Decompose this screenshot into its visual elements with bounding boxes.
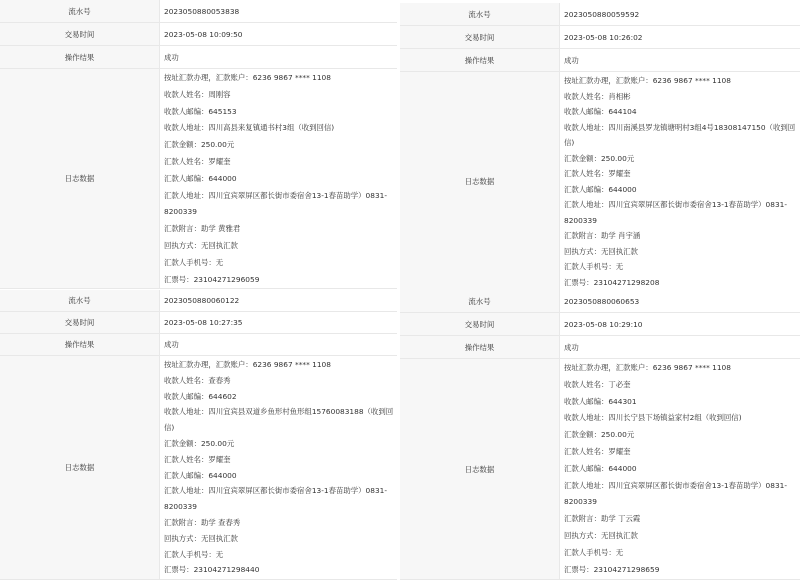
log-line: 汇票号：23104271298440 — [164, 565, 260, 575]
log-line: 汇款附言：助学 查春秀 — [164, 517, 241, 527]
log-line: 按址汇款办理，汇款账户：6236 9867 **** 1108 — [564, 363, 731, 372]
label-log: 日志数据 — [400, 359, 560, 579]
log-line: 收款人地址：四川长宁县下场镇益家村2组（收到回信) — [564, 413, 742, 423]
label-serial: 流水号 — [400, 3, 560, 25]
label-time: 交易时间 — [400, 313, 560, 335]
log-line: 汇款金额：250.00元 — [564, 430, 635, 440]
log-line: 收款人姓名：丁必奎 — [564, 379, 631, 389]
label-result: 操作结果 — [0, 46, 160, 68]
value-time: 2023-05-08 10:26:02 — [564, 32, 643, 42]
log-line: 按址汇款办理，汇款账户：6236 9867 **** 1108 — [564, 76, 731, 85]
value-serial: 2023050880053838 — [164, 6, 240, 16]
row-serial — [0, 0, 397, 23]
value-result: 成功 — [164, 52, 179, 62]
row-time — [0, 23, 397, 46]
log-line: 收款人邮编：644602 — [164, 391, 237, 401]
value-result: 成功 — [164, 340, 179, 349]
value-log — [160, 356, 397, 579]
row-log — [0, 356, 397, 580]
log-line: 回执方式：无回执汇款 — [164, 533, 238, 543]
log-line: 汇款人地址：四川宜宾翠屏区都长街市委宿舍13-1春苗助学）0831- — [564, 200, 788, 209]
log-line: 按址汇款办理，汇款账户：6236 9867 **** 1108 — [164, 73, 331, 82]
label-result: 操作结果 — [400, 336, 560, 358]
row-time — [400, 313, 800, 336]
log-line: 收款人姓名：查春秀 — [164, 375, 231, 385]
label-time: 交易时间 — [0, 23, 160, 45]
log-line: 回执方式：无回执汇款 — [564, 530, 638, 540]
log-line: 8200339 — [564, 215, 597, 225]
log-line: 按址汇款办理，汇款账户：6236 9867 **** 1108 — [164, 360, 331, 369]
value-log — [560, 359, 800, 579]
log-line: 收款人姓名：周刚容 — [164, 89, 231, 99]
log-line: 汇款人手机号：无 — [164, 257, 224, 267]
log-line: 汇款人地址：四川宜宾翠屏区都长街市委宿舍13-1春苗助学）0831- — [164, 190, 388, 200]
log-line: 回执方式：无回执汇款 — [164, 240, 238, 250]
log-line: 汇票号：23104271298208 — [564, 277, 660, 287]
value-log — [160, 69, 397, 288]
log-line: 汇款金额：250.00元 — [164, 438, 235, 448]
row-result — [400, 336, 800, 359]
log-line: 收款人邮编：644301 — [564, 396, 637, 406]
row-time — [0, 312, 397, 334]
value-result: 成功 — [564, 55, 579, 65]
log-line: 汇款人邮编：644000 — [564, 184, 637, 194]
log-line: 收款人地址：四川南溪县罗龙镇塘明村3组4号18308147150（收到回 — [564, 122, 796, 132]
value-time: 2023-05-08 10:29:10 — [564, 319, 643, 329]
label-serial: 流水号 — [0, 290, 160, 311]
log-line: 汇款金额：250.00元 — [564, 153, 635, 163]
log-line: 汇款人邮编：644000 — [164, 470, 237, 480]
log-line: 汇款人手机号：无 — [164, 549, 224, 559]
log-line: 汇款金额：250.00元 — [164, 140, 235, 150]
label-log: 日志数据 — [0, 356, 160, 579]
log-line: 汇款人姓名：罗耀奎 — [164, 454, 231, 464]
log-line: 收款人地址：四川高县来复镇通书村3组（收到回信) — [164, 123, 335, 133]
log-line: 8200339 — [564, 497, 597, 507]
row-result — [400, 49, 800, 72]
label-time: 交易时间 — [0, 312, 160, 333]
log-line: 汇款人地址：四川宜宾翠屏区都长街市委宿舍13-1春苗助学）0831- — [164, 486, 388, 496]
label-serial: 流水号 — [0, 0, 160, 22]
log-line: 收款人地址：四川宜宾县双道乡鱼形村鱼形组15760083188（收到回 — [164, 407, 394, 417]
log-line: 汇款人邮编：644000 — [564, 463, 637, 473]
value-result: 成功 — [564, 342, 579, 352]
value-serial: 2023050880059592 — [564, 9, 640, 19]
log-line: 8200339 — [164, 502, 197, 512]
log-line: 汇款人地址：四川宜宾翠屏区都长街市委宿舍13-1春苗助学）0831- — [564, 480, 788, 490]
label-log: 日志数据 — [400, 72, 560, 290]
value-serial: 2023050880060653 — [564, 296, 640, 306]
row-result — [0, 334, 397, 356]
log-line: 汇款人手机号：无 — [564, 547, 624, 557]
record-card-1 — [0, 0, 397, 289]
label-result: 操作结果 — [0, 334, 160, 355]
log-line: 汇票号：23104271298659 — [564, 564, 660, 574]
log-line: 信) — [164, 423, 175, 433]
record-card-2 — [400, 3, 800, 291]
log-line: 信) — [564, 138, 575, 147]
label-serial: 流水号 — [400, 290, 560, 312]
log-line: 收款人邮编：645153 — [164, 106, 237, 116]
log-line: 8200339 — [164, 207, 197, 217]
log-line: 汇款人姓名：罗耀奎 — [564, 446, 631, 456]
log-line: 汇款附言：助学 肖宇涵 — [564, 231, 641, 240]
log-line: 收款人邮编：644104 — [564, 107, 637, 116]
log-line: 汇款人邮编：644000 — [164, 173, 237, 183]
row-log — [400, 72, 800, 291]
row-serial — [400, 3, 800, 26]
value-serial: 2023050880060122 — [164, 296, 240, 305]
log-line: 汇款人手机号：无 — [564, 262, 624, 271]
label-time: 交易时间 — [400, 26, 560, 48]
log-line: 汇款人姓名：罗耀奎 — [564, 169, 631, 178]
label-log: 日志数据 — [0, 69, 160, 288]
row-log — [0, 69, 397, 289]
row-log — [400, 359, 800, 580]
log-line: 汇款附言：助学 黄雅君 — [164, 224, 241, 234]
row-serial — [0, 290, 397, 312]
log-line: 汇款附言：助学 丁云霞 — [564, 514, 641, 524]
label-result: 操作结果 — [400, 49, 560, 71]
value-log — [560, 72, 800, 290]
record-card-3 — [0, 290, 397, 580]
row-result — [0, 46, 397, 69]
log-line: 汇票号：23104271296059 — [164, 274, 260, 284]
value-time: 2023-05-08 10:27:35 — [164, 318, 243, 327]
log-line: 收款人姓名：肖相彬 — [564, 91, 631, 101]
record-card-4 — [400, 290, 800, 580]
log-line: 回执方式：无回执汇款 — [564, 246, 638, 256]
log-line: 汇款人姓名：罗耀奎 — [164, 156, 231, 166]
row-serial — [400, 290, 800, 313]
row-time — [400, 26, 800, 49]
value-time: 2023-05-08 10:09:50 — [164, 29, 243, 39]
